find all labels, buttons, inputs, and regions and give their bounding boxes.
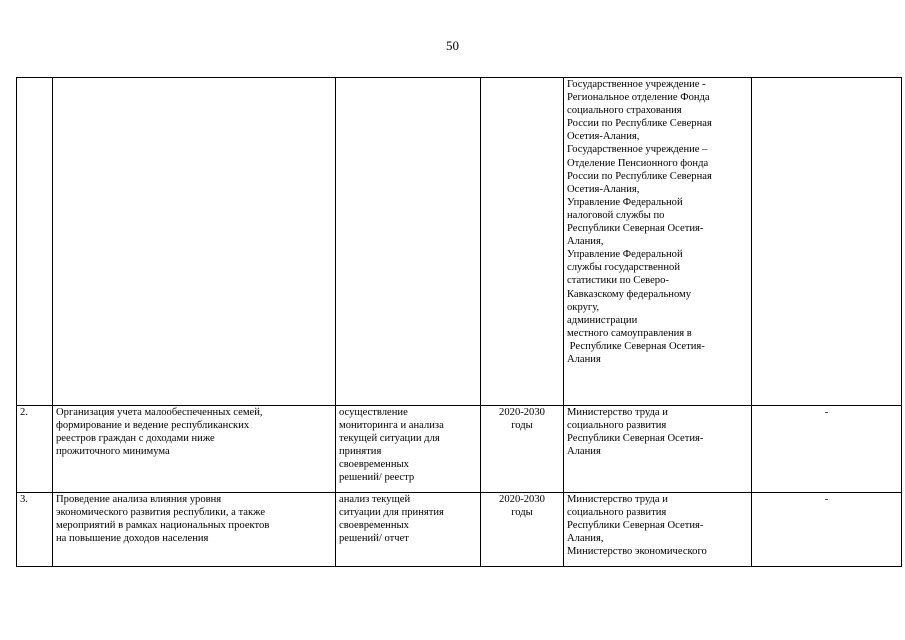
measure-line: на повышение доходов населения	[56, 533, 209, 545]
executor-line: администрации	[567, 314, 638, 326]
executor-line: статистики по Северо-	[567, 275, 669, 287]
cell-number	[17, 78, 53, 406]
executor-line: налоговой службы по	[567, 209, 665, 221]
executor-line: Осетия-Алания,	[567, 183, 640, 195]
executor-line: Министерство труда и	[567, 494, 668, 505]
executor-line: Алания,	[567, 533, 604, 545]
cell-term	[481, 493, 564, 567]
executor-line: социального развития	[567, 420, 667, 432]
cell-measure-name	[53, 78, 336, 406]
executor-line: социального развития	[567, 507, 667, 519]
measure-line: мероприятий в рамках национальных проектов	[56, 520, 270, 532]
cell-measure-name	[53, 406, 336, 493]
measure-line: формирование и ведение республиканских	[56, 420, 250, 432]
executor-line: социального страхования	[567, 105, 682, 117]
result-line: ситуации для принятия	[339, 507, 444, 519]
executor-line: России по Республике Северная	[567, 118, 712, 130]
cell-number: 2.	[17, 406, 53, 493]
measure-line: Организация учета малообеспеченных семей,	[56, 407, 263, 418]
result-line: решений/ отчет	[339, 533, 409, 545]
cell-term	[481, 406, 564, 493]
executor-line: России по Республике Северная	[567, 170, 712, 182]
cell-note	[752, 78, 902, 406]
result-line: принятия	[339, 446, 382, 458]
page-number: 50	[446, 38, 459, 53]
executor-line: Министерство труда и	[567, 407, 668, 418]
executor-line: Управление Федеральной	[567, 249, 683, 261]
result-line: мониторинга и анализа	[339, 420, 444, 432]
result-line: текущей ситуации для	[339, 433, 440, 445]
executor-line: Республике Северная Осетия-	[567, 340, 705, 352]
executor-line: Региональное отделение Фонда	[567, 92, 710, 104]
executor-line: Республики Северная Осетия-	[567, 520, 704, 532]
executor-line: Управление Федеральной	[567, 196, 683, 208]
cell-executors	[564, 78, 752, 406]
table-row	[17, 406, 902, 493]
executor-line: Государственное учреждение -	[567, 79, 706, 90]
term-line: 2020-2030	[499, 407, 545, 418]
result-line: своевременных	[339, 459, 409, 471]
term-line: годы	[511, 420, 533, 432]
result-line: осуществление	[339, 407, 408, 418]
executor-line: Республики Северная Осетия-	[567, 223, 704, 235]
cell-executors	[564, 406, 752, 493]
cell-note: -	[752, 406, 902, 493]
executor-line: службы государственной	[567, 262, 680, 274]
measures-table	[16, 77, 902, 567]
executor-line: Алания	[567, 446, 601, 458]
cell-number: 3.	[17, 493, 53, 567]
result-line: своевременных	[339, 520, 409, 532]
executor-line: Республики Северная Осетия-	[567, 433, 704, 445]
executor-line: Алания	[567, 353, 601, 365]
cell-measure-name	[53, 493, 336, 567]
result-line: решений/ реестр	[339, 472, 415, 484]
executor-line: Государственное учреждение –	[567, 144, 708, 156]
cell-result	[336, 406, 481, 493]
result-line: анализ текущей	[339, 494, 411, 505]
table-row	[17, 493, 902, 567]
executor-line: Министерство экономического	[567, 546, 707, 558]
table-row	[17, 78, 902, 406]
executor-line: округу,	[567, 301, 600, 313]
term-line: годы	[511, 507, 533, 519]
measure-line: прожиточного минимума	[56, 446, 170, 458]
executor-line: Алания,	[567, 236, 604, 248]
executor-line: местного самоуправления в	[567, 327, 692, 339]
measure-line: реестров граждан с доходами ниже	[56, 433, 215, 445]
executor-line: Отделение Пенсионного фонда	[567, 157, 709, 169]
cell-term	[481, 78, 564, 406]
measure-line: экономического развития республики, а также	[56, 507, 266, 519]
cell-executors	[564, 493, 752, 567]
measure-line: Проведение анализа влияния уровня	[56, 494, 222, 505]
cell-result	[336, 78, 481, 406]
term-line: 2020-2030	[499, 494, 545, 505]
cell-note: -	[752, 493, 902, 567]
cell-result	[336, 493, 481, 567]
executor-line: Осетия-Алания,	[567, 131, 640, 143]
executor-line: Кавказскому федеральному	[567, 288, 692, 300]
